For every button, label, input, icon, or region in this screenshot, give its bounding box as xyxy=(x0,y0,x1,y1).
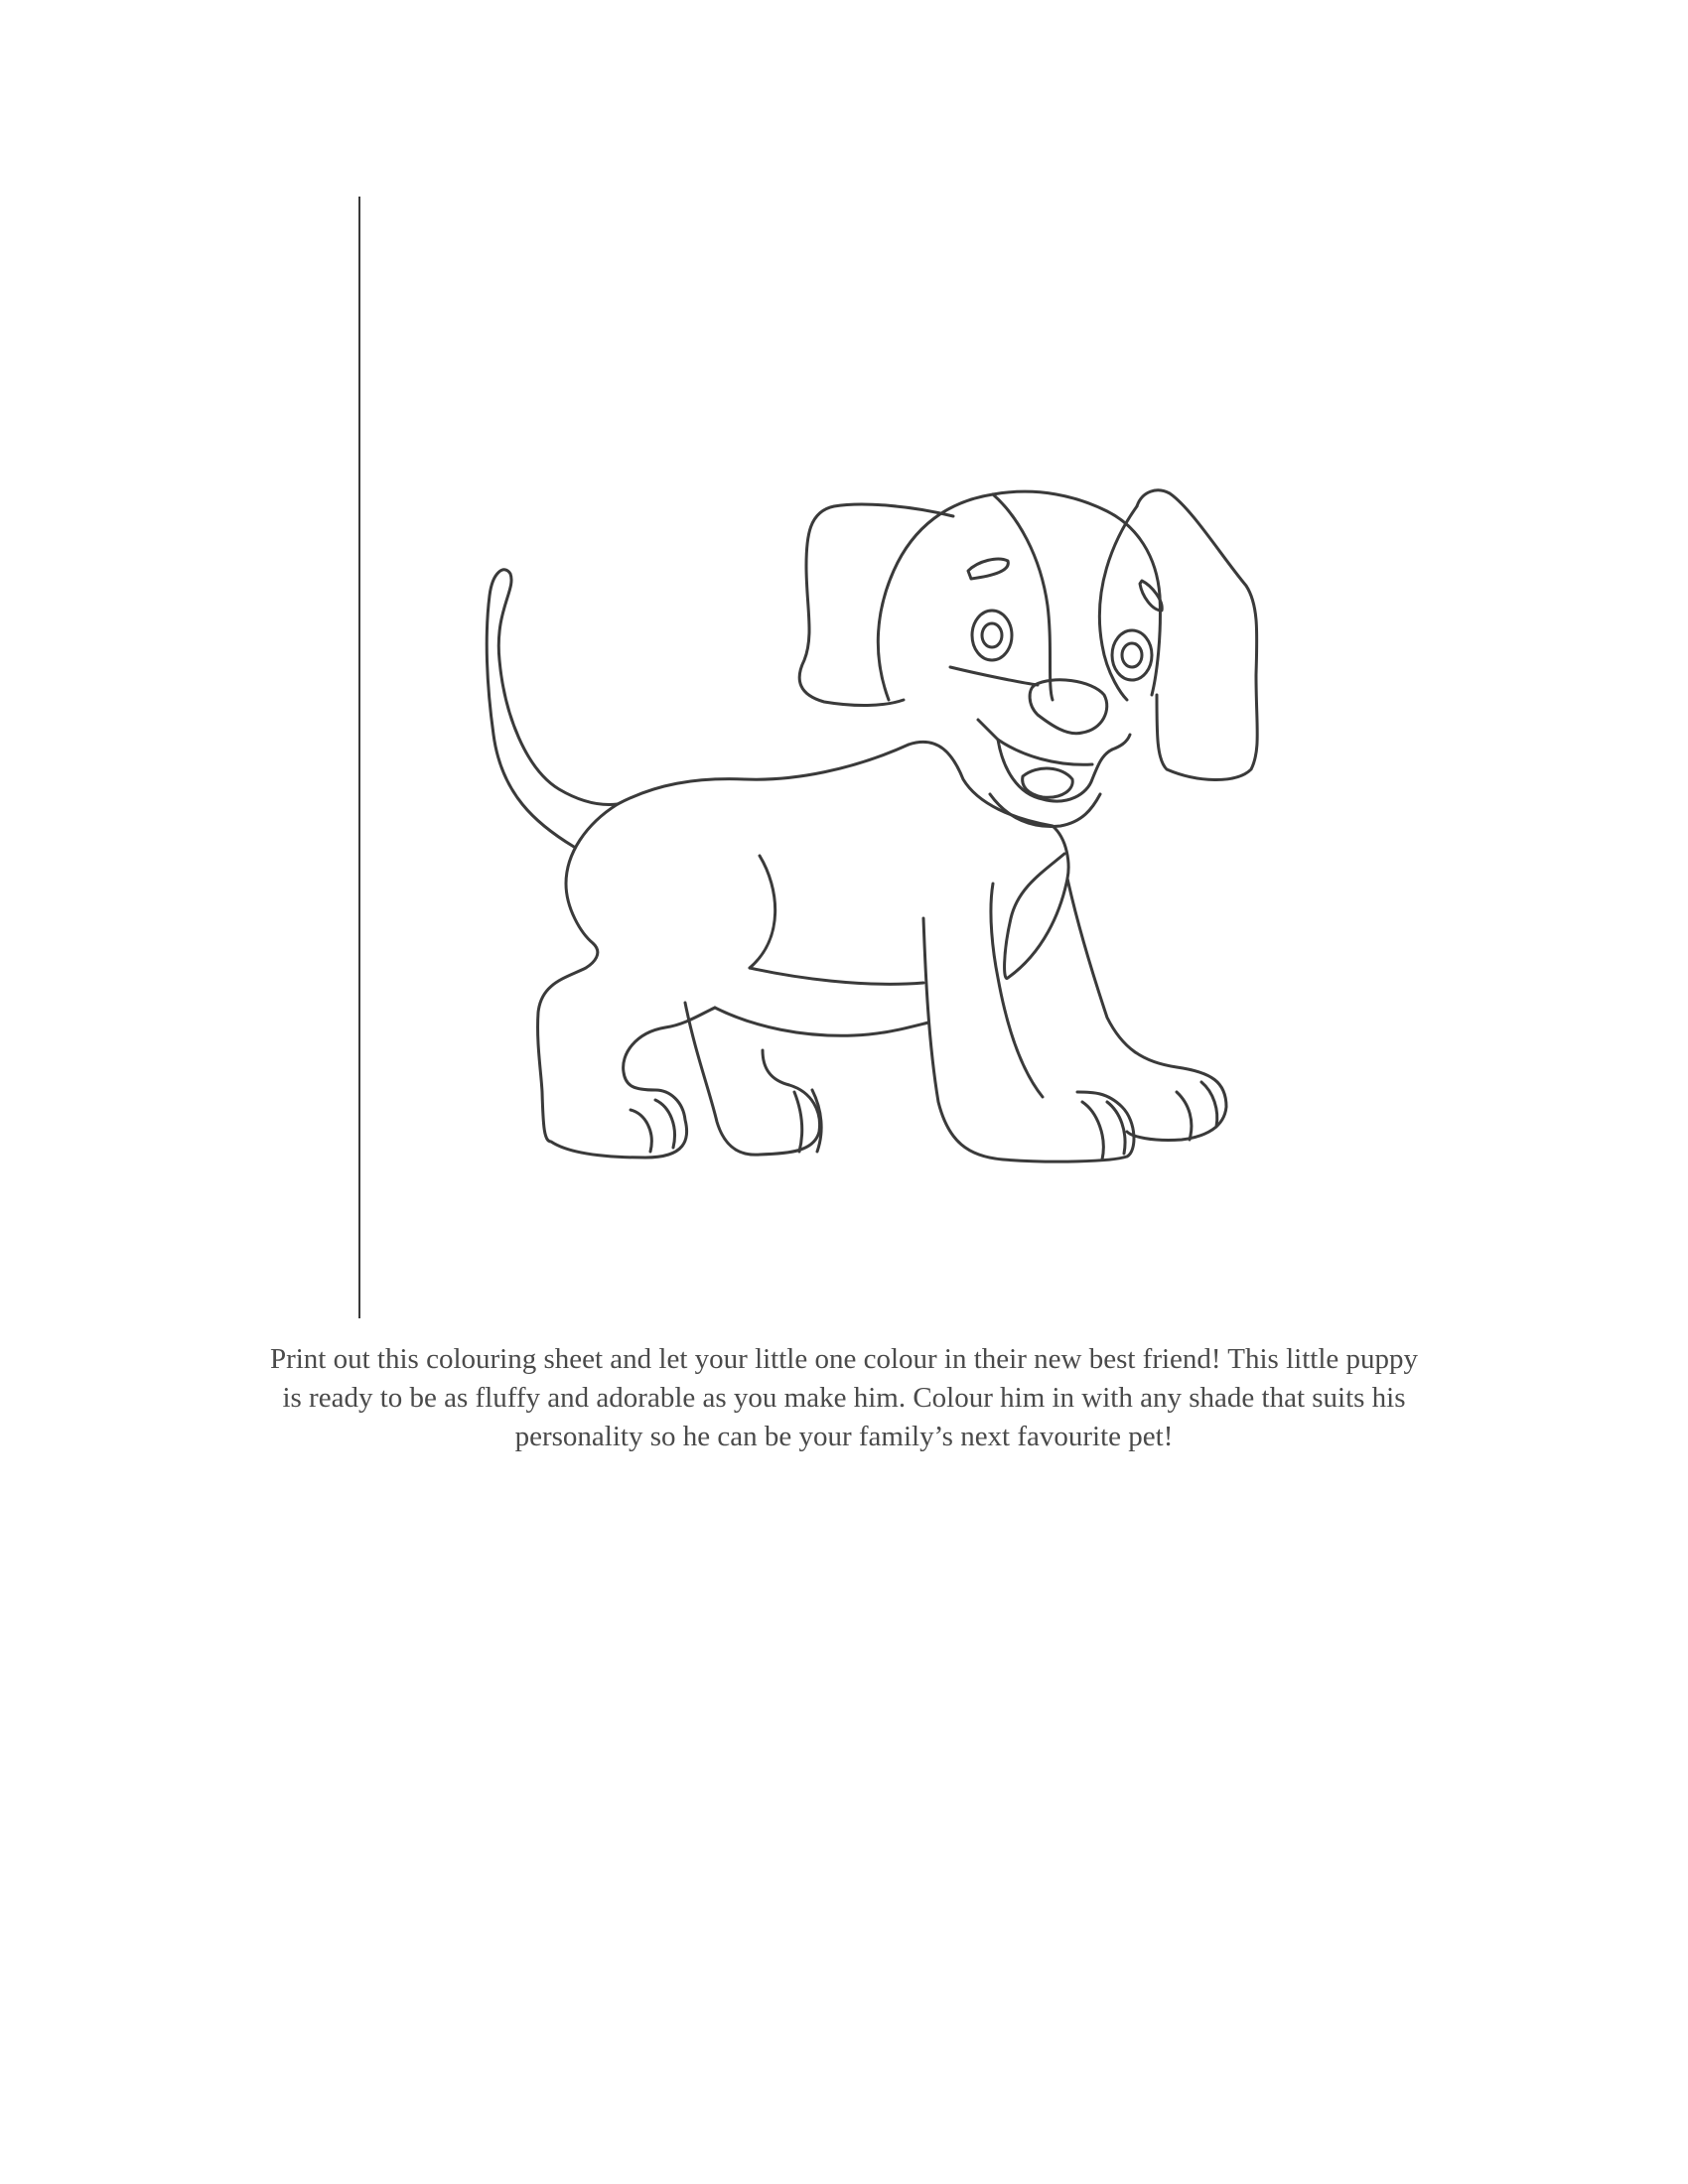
puppy-inner-hind-leg xyxy=(685,1003,820,1155)
puppy-belly xyxy=(750,968,923,984)
puppy-hind-toe-2 xyxy=(655,1100,674,1148)
puppy-neck xyxy=(909,742,1068,879)
puppy-left-ear xyxy=(799,504,953,705)
puppy-far-paw-toe-1 xyxy=(1177,1092,1192,1140)
puppy-left-eye xyxy=(972,611,1012,660)
puppy-nose xyxy=(1030,680,1107,734)
margin-rule xyxy=(358,197,360,1318)
puppy-tongue xyxy=(1023,768,1073,797)
puppy-cheek xyxy=(1112,735,1130,750)
caption-line: personality so he can be your family’s next favourite pet! xyxy=(514,1421,1174,1452)
puppy-right-ear xyxy=(1137,490,1257,780)
puppy-front-paw-toe-1 xyxy=(1082,1102,1103,1160)
puppy-far-paw-toe-2 xyxy=(1201,1082,1217,1127)
puppy-front-far-leg xyxy=(1067,879,1226,1140)
puppy-chest-patch xyxy=(1005,854,1067,979)
puppy-hind-toe-1 xyxy=(631,1110,651,1152)
puppy-head xyxy=(878,491,1160,700)
puppy-rump xyxy=(538,804,715,1158)
puppy-inner-toe-1 xyxy=(794,1092,802,1152)
puppy-colouring-illustration xyxy=(437,452,1261,1186)
puppy-mouth-inner xyxy=(998,740,1092,764)
puppy-front-leg xyxy=(923,918,1134,1161)
puppy-thigh xyxy=(750,856,775,968)
puppy-left-eyebrow xyxy=(968,559,1008,579)
puppy-right-pupil xyxy=(1122,643,1142,667)
puppy-front-paw-toe-2 xyxy=(1107,1102,1125,1154)
puppy-head-patch xyxy=(993,494,1053,700)
puppy-right-eye xyxy=(1112,630,1152,680)
puppy-smile xyxy=(978,720,998,740)
puppy-chest-line xyxy=(991,884,1043,1097)
puppy-left-pupil xyxy=(982,623,1002,647)
puppy-muzzle-line xyxy=(950,667,1038,685)
caption-line: is ready to be as fluffy and adorable as you make him. Colour him in with any shade that suits his xyxy=(282,1382,1406,1414)
caption-line: Print out this colouring sheet and let your little one colour in their new best friend! This little puppy xyxy=(269,1343,1419,1375)
sheet-caption xyxy=(199,1340,1489,1456)
puppy-body-back xyxy=(618,745,909,804)
puppy-belly-lower xyxy=(715,1008,928,1035)
puppy-tail xyxy=(487,570,618,847)
